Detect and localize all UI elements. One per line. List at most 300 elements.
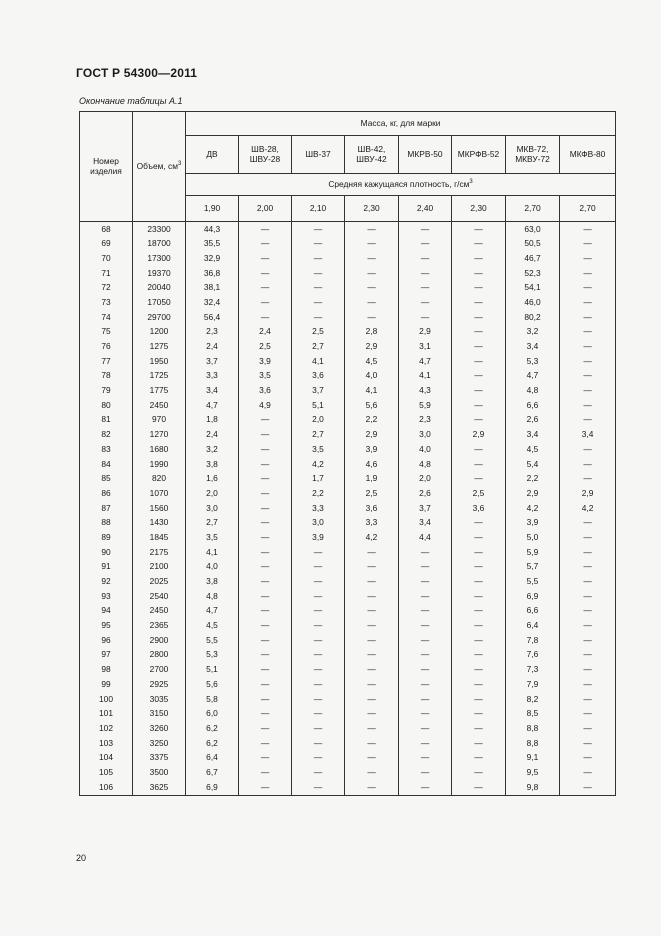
volume-cell: 3150 — [133, 707, 186, 722]
grade-header: МКРВ-50 — [399, 136, 452, 174]
mass-cell: 4,5 — [506, 442, 560, 457]
mass-cell: 3,3 — [292, 501, 345, 516]
item-number-cell: 102 — [80, 721, 133, 736]
mass-cell: 3,9 — [292, 530, 345, 545]
mass-cell: 2,5 — [292, 325, 345, 340]
mass-cell: 2,9 — [452, 428, 506, 443]
mass-cell: — — [239, 222, 292, 237]
mass-cell: — — [560, 604, 616, 619]
volume-cell: 18700 — [133, 237, 186, 252]
volume-cell: 17300 — [133, 251, 186, 266]
mass-cell: — — [399, 707, 452, 722]
mass-cell: — — [560, 589, 616, 604]
mass-cell: 2,0 — [292, 413, 345, 428]
mass-cell: — — [452, 237, 506, 252]
mass-cell: 5,1 — [292, 398, 345, 413]
table-row — [80, 765, 616, 780]
mass-cell: — — [452, 251, 506, 266]
mass-cell: — — [560, 751, 616, 766]
table-row — [80, 251, 616, 266]
mass-cell: 6,9 — [506, 589, 560, 604]
mass-cell: — — [399, 677, 452, 692]
mass-cell: — — [292, 310, 345, 325]
table-row — [80, 589, 616, 604]
volume-cell: 1270 — [133, 428, 186, 443]
table-row — [80, 384, 616, 399]
mass-cell: — — [239, 457, 292, 472]
mass-cell: 3,9 — [345, 442, 399, 457]
mass-cell: 5,5 — [506, 575, 560, 590]
mass-cell: — — [239, 442, 292, 457]
table-row — [80, 237, 616, 252]
mass-cell: 2,3 — [399, 413, 452, 428]
table-row — [80, 780, 616, 795]
mass-cell: 3,7 — [292, 384, 345, 399]
mass-cell: — — [239, 281, 292, 296]
volume-cell: 29700 — [133, 310, 186, 325]
mass-cell: 3,6 — [239, 384, 292, 399]
table-row — [80, 677, 616, 692]
mass-cell: 50,5 — [506, 237, 560, 252]
mass-cell: 2,9 — [345, 340, 399, 355]
mass-cell: 4,8 — [506, 384, 560, 399]
mass-cell: — — [452, 384, 506, 399]
mass-cell: 4,7 — [186, 604, 239, 619]
density-value: 2,70 — [560, 196, 616, 222]
mass-cell: — — [292, 222, 345, 237]
mass-cell: 5,3 — [186, 648, 239, 663]
table-row — [80, 457, 616, 472]
mass-cell: — — [452, 222, 506, 237]
mass-cell: 7,9 — [506, 677, 560, 692]
volume-cell: 2450 — [133, 604, 186, 619]
mass-cell: — — [452, 340, 506, 355]
mass-cell: — — [399, 589, 452, 604]
item-number-cell: 104 — [80, 751, 133, 766]
mass-cell: — — [292, 751, 345, 766]
mass-cell: — — [292, 251, 345, 266]
item-number-cell: 88 — [80, 516, 133, 531]
mass-cell: 6,0 — [186, 707, 239, 722]
mass-cell: 36,8 — [186, 266, 239, 281]
mass-cell: — — [452, 295, 506, 310]
mass-cell: 3,0 — [186, 501, 239, 516]
mass-cell: 7,3 — [506, 663, 560, 678]
mass-cell: — — [452, 266, 506, 281]
item-number-cell: 100 — [80, 692, 133, 707]
volume-cell: 2800 — [133, 648, 186, 663]
mass-cell: 3,4 — [560, 428, 616, 443]
density-value: 1,90 — [186, 196, 239, 222]
mass-cell: 5,6 — [345, 398, 399, 413]
volume-cell: 3500 — [133, 765, 186, 780]
mass-cell: — — [345, 589, 399, 604]
mass-cell: — — [560, 736, 616, 751]
mass-cell: — — [345, 295, 399, 310]
mass-cell: — — [292, 281, 345, 296]
mass-cell: — — [560, 398, 616, 413]
mass-cell: 3,6 — [292, 369, 345, 384]
mass-cell: — — [452, 545, 506, 560]
mass-cell: — — [560, 707, 616, 722]
mass-cell: — — [345, 677, 399, 692]
mass-cell: — — [345, 721, 399, 736]
mass-cell: — — [345, 692, 399, 707]
mass-cell: — — [292, 295, 345, 310]
mass-cell: 5,8 — [186, 692, 239, 707]
mass-cell: — — [452, 765, 506, 780]
mass-cell: 4,7 — [399, 354, 452, 369]
mass-cell: — — [560, 619, 616, 634]
mass-cell: — — [239, 589, 292, 604]
table-row — [80, 707, 616, 722]
density-value: 2,40 — [399, 196, 452, 222]
mass-header: Масса, кг, для марки — [186, 112, 616, 136]
mass-cell: 3,9 — [506, 516, 560, 531]
mass-cell: 4,4 — [399, 530, 452, 545]
item-number-cell: 80 — [80, 398, 133, 413]
item-number-cell: 74 — [80, 310, 133, 325]
mass-cell: — — [560, 325, 616, 340]
volume-cell: 1680 — [133, 442, 186, 457]
volume-cell: 2700 — [133, 663, 186, 678]
mass-cell: — — [399, 545, 452, 560]
volume-cell: 1275 — [133, 340, 186, 355]
mass-cell: — — [239, 619, 292, 634]
mass-cell: — — [292, 633, 345, 648]
mass-cell: — — [345, 266, 399, 281]
mass-cell: — — [560, 340, 616, 355]
mass-cell: — — [292, 780, 345, 795]
density-value: 2,30 — [452, 196, 506, 222]
mass-cell: 54,1 — [506, 281, 560, 296]
item-number-cell: 99 — [80, 677, 133, 692]
mass-cell: 3,6 — [452, 501, 506, 516]
mass-cell: — — [560, 765, 616, 780]
mass-cell: — — [452, 780, 506, 795]
table-row — [80, 692, 616, 707]
mass-cell: — — [452, 707, 506, 722]
mass-cell: 3,6 — [345, 501, 399, 516]
mass-cell: — — [560, 369, 616, 384]
mass-cell: 63,0 — [506, 222, 560, 237]
mass-cell: — — [399, 251, 452, 266]
mass-cell: 2,2 — [292, 486, 345, 501]
mass-cell: — — [452, 721, 506, 736]
mass-cell: 6,4 — [506, 619, 560, 634]
table-row — [80, 354, 616, 369]
mass-cell: 3,5 — [292, 442, 345, 457]
table-row — [80, 369, 616, 384]
mass-cell: — — [345, 545, 399, 560]
mass-cell: — — [292, 575, 345, 590]
mass-cell: — — [452, 442, 506, 457]
mass-cell: 1,7 — [292, 472, 345, 487]
mass-cell: 4,9 — [239, 398, 292, 413]
item-number-cell: 98 — [80, 663, 133, 678]
mass-cell: 9,8 — [506, 780, 560, 795]
mass-cell: — — [560, 677, 616, 692]
mass-cell: — — [452, 692, 506, 707]
item-number-cell: 76 — [80, 340, 133, 355]
mass-cell: — — [452, 619, 506, 634]
mass-cell: — — [239, 501, 292, 516]
table-row — [80, 516, 616, 531]
mass-cell: — — [239, 692, 292, 707]
mass-cell: 3,4 — [399, 516, 452, 531]
mass-cell: — — [239, 545, 292, 560]
volume-cell: 2540 — [133, 589, 186, 604]
item-number-cell: 79 — [80, 384, 133, 399]
mass-cell: — — [292, 736, 345, 751]
table-row — [80, 472, 616, 487]
mass-cell: 32,9 — [186, 251, 239, 266]
mass-cell: 6,4 — [186, 751, 239, 766]
mass-cell: — — [239, 486, 292, 501]
mass-cell: 6,7 — [186, 765, 239, 780]
mass-cell: — — [399, 692, 452, 707]
volume-cell: 2175 — [133, 545, 186, 560]
mass-cell: 5,9 — [506, 545, 560, 560]
mass-cell: — — [345, 707, 399, 722]
mass-cell: — — [239, 428, 292, 443]
mass-cell: 2,0 — [399, 472, 452, 487]
table-row — [80, 736, 616, 751]
mass-cell: 4,6 — [345, 457, 399, 472]
mass-cell: — — [345, 560, 399, 575]
volume-cell: 19370 — [133, 266, 186, 281]
mass-cell: — — [239, 516, 292, 531]
grade-header: МКВ-72, МКВУ-72 — [506, 136, 560, 174]
table-row — [80, 648, 616, 663]
mass-cell: 4,2 — [560, 501, 616, 516]
mass-cell: 80,2 — [506, 310, 560, 325]
mass-cell: 4,0 — [345, 369, 399, 384]
mass-cell: — — [399, 633, 452, 648]
volume-cell: 3260 — [133, 721, 186, 736]
mass-cell: — — [452, 604, 506, 619]
item-no-header: Номер изделия — [80, 112, 133, 222]
mass-cell: — — [399, 648, 452, 663]
mass-cell: — — [399, 281, 452, 296]
table-row — [80, 486, 616, 501]
mass-cell: 4,1 — [186, 545, 239, 560]
mass-cell: 4,5 — [345, 354, 399, 369]
mass-cell: — — [560, 633, 616, 648]
mass-cell: 46,0 — [506, 295, 560, 310]
mass-cell: — — [399, 575, 452, 590]
mass-cell: — — [399, 295, 452, 310]
table-row — [80, 721, 616, 736]
mass-cell: 4,2 — [506, 501, 560, 516]
mass-cell: 6,9 — [186, 780, 239, 795]
mass-cell: — — [239, 633, 292, 648]
mass-cell: — — [560, 295, 616, 310]
item-number-cell: 87 — [80, 501, 133, 516]
mass-cell: 4,7 — [506, 369, 560, 384]
mass-cell: — — [399, 310, 452, 325]
mass-cell: — — [452, 325, 506, 340]
mass-cell: 5,1 — [186, 663, 239, 678]
mass-cell: 2,4 — [239, 325, 292, 340]
mass-cell: — — [292, 237, 345, 252]
mass-cell: — — [239, 780, 292, 795]
volume-cell: 970 — [133, 413, 186, 428]
mass-cell: — — [452, 648, 506, 663]
mass-cell: — — [292, 619, 345, 634]
mass-cell: — — [399, 266, 452, 281]
mass-cell: — — [239, 530, 292, 545]
mass-cell: 3,5 — [239, 369, 292, 384]
density-value: 2,00 — [239, 196, 292, 222]
mass-cell: — — [452, 736, 506, 751]
mass-cell: — — [399, 560, 452, 575]
item-number-cell: 85 — [80, 472, 133, 487]
item-number-cell: 82 — [80, 428, 133, 443]
mass-cell: — — [452, 633, 506, 648]
mass-cell: — — [239, 472, 292, 487]
mass-cell: — — [560, 310, 616, 325]
mass-cell: 3,9 — [239, 354, 292, 369]
mass-cell: 6,6 — [506, 604, 560, 619]
mass-cell: — — [452, 398, 506, 413]
mass-cell: — — [560, 413, 616, 428]
mass-cell: 4,3 — [399, 384, 452, 399]
mass-table — [79, 111, 616, 796]
mass-cell: 4,1 — [345, 384, 399, 399]
mass-cell: 3,3 — [186, 369, 239, 384]
item-number-cell: 91 — [80, 560, 133, 575]
mass-cell: 2,7 — [186, 516, 239, 531]
mass-cell: — — [239, 648, 292, 663]
mass-cell: — — [399, 619, 452, 634]
mass-cell: 3,7 — [399, 501, 452, 516]
mass-cell: 3,0 — [292, 516, 345, 531]
mass-cell: 4,1 — [399, 369, 452, 384]
item-number-cell: 70 — [80, 251, 133, 266]
mass-cell: — — [452, 663, 506, 678]
mass-cell: 5,7 — [506, 560, 560, 575]
mass-cell: — — [292, 692, 345, 707]
mass-cell: — — [345, 736, 399, 751]
mass-cell: — — [452, 354, 506, 369]
density-value: 2,10 — [292, 196, 345, 222]
mass-cell: — — [239, 736, 292, 751]
mass-cell: 5,5 — [186, 633, 239, 648]
mass-cell: 56,4 — [186, 310, 239, 325]
mass-cell: 2,5 — [239, 340, 292, 355]
item-number-cell: 103 — [80, 736, 133, 751]
volume-cell: 1950 — [133, 354, 186, 369]
table-row — [80, 545, 616, 560]
mass-cell: — — [239, 677, 292, 692]
mass-cell: 4,0 — [399, 442, 452, 457]
mass-cell: — — [292, 589, 345, 604]
mass-cell: — — [345, 237, 399, 252]
table-row — [80, 442, 616, 457]
mass-cell: — — [239, 604, 292, 619]
mass-cell: 2,6 — [506, 413, 560, 428]
mass-cell: 2,4 — [186, 340, 239, 355]
mass-cell: — — [560, 545, 616, 560]
mass-cell: 2,9 — [399, 325, 452, 340]
volume-cell: 2900 — [133, 633, 186, 648]
item-number-cell: 97 — [80, 648, 133, 663]
mass-cell: 2,9 — [560, 486, 616, 501]
mass-cell: 2,3 — [186, 325, 239, 340]
mass-cell: — — [560, 516, 616, 531]
mass-cell: — — [239, 575, 292, 590]
mass-cell: — — [560, 251, 616, 266]
table-row — [80, 295, 616, 310]
mass-cell: 5,6 — [186, 677, 239, 692]
grade-header: ШВ-42, ШВУ-42 — [345, 136, 399, 174]
mass-cell: 4,8 — [399, 457, 452, 472]
mass-cell: 3,8 — [186, 575, 239, 590]
table-row — [80, 663, 616, 678]
mass-cell: 1,8 — [186, 413, 239, 428]
item-number-cell: 75 — [80, 325, 133, 340]
item-number-cell: 68 — [80, 222, 133, 237]
mass-cell: — — [345, 648, 399, 663]
mass-cell: 5,4 — [506, 457, 560, 472]
table-row — [80, 619, 616, 634]
density-header: Средняя кажущаяся плотность, $г/см^3$ — [186, 174, 616, 196]
mass-cell: 4,2 — [345, 530, 399, 545]
volume-cell: 1845 — [133, 530, 186, 545]
table-row — [80, 310, 616, 325]
mass-cell: 2,9 — [506, 486, 560, 501]
mass-cell: — — [292, 707, 345, 722]
density-value: 2,30 — [345, 196, 399, 222]
mass-cell: 2,6 — [399, 486, 452, 501]
mass-cell: 9,5 — [506, 765, 560, 780]
item-number-cell: 106 — [80, 780, 133, 795]
mass-cell: — — [399, 765, 452, 780]
mass-cell: 7,8 — [506, 633, 560, 648]
table-row — [80, 604, 616, 619]
mass-cell: 4,7 — [186, 398, 239, 413]
table-row — [80, 398, 616, 413]
mass-cell: 3,2 — [186, 442, 239, 457]
mass-cell: — — [292, 677, 345, 692]
mass-cell: — — [452, 281, 506, 296]
mass-cell: — — [560, 222, 616, 237]
table-row — [80, 575, 616, 590]
mass-cell: — — [239, 721, 292, 736]
mass-cell: 2,5 — [345, 486, 399, 501]
mass-cell: — — [560, 354, 616, 369]
mass-cell: — — [560, 780, 616, 795]
mass-cell: — — [345, 619, 399, 634]
item-number-cell: 101 — [80, 707, 133, 722]
standard-title: ГОСТ Р 54300—2011 — [76, 66, 198, 80]
mass-cell: — — [560, 457, 616, 472]
volume-cell: 820 — [133, 472, 186, 487]
grade-header: МКФВ-80 — [560, 136, 616, 174]
mass-cell: 8,5 — [506, 707, 560, 722]
volume-cell: 3375 — [133, 751, 186, 766]
mass-cell: 5,9 — [399, 398, 452, 413]
page-number: 20 — [76, 853, 87, 863]
mass-cell: — — [560, 663, 616, 678]
volume-cell: 2365 — [133, 619, 186, 634]
mass-cell: 2,5 — [452, 486, 506, 501]
item-number-cell: 69 — [80, 237, 133, 252]
mass-cell: — — [239, 237, 292, 252]
volume-cell: 1070 — [133, 486, 186, 501]
mass-cell: 2,8 — [345, 325, 399, 340]
